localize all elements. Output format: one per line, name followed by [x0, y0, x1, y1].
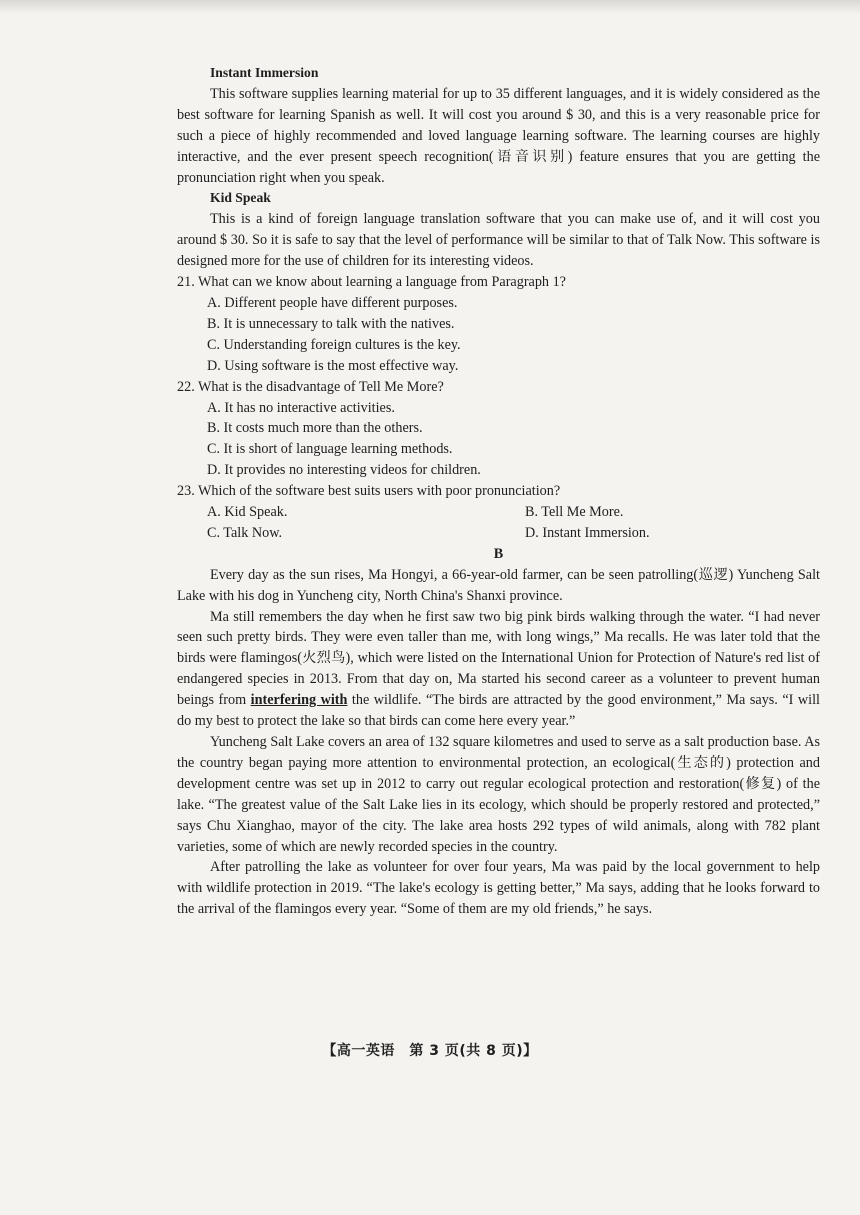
passage-b-paragraph-3: Yuncheng Salt Lake covers an area of 132 square kilometres and used to serve as a salt production base. As the country began paying more attention to environmental protection, an ecological(生态的) protection and development centre was set up in 2012 to carry out regular ecological protection and restoration(修复) of the lake. “The greatest value of the Salt Lake lies in its ecology, which should be properly restored and protected,” says Chu Xianghao, mayor of the city. The lake area hosts 292 types of wild animals, along with 782 plant varieties, some of which are newly recorded species in the country.	[177, 734, 820, 855]
question-stem: 23. Which of the software best suits users with poor pronunciation?	[177, 483, 561, 500]
option-d: D. It provides no interesting videos for children.	[207, 462, 481, 479]
option-d: D. Using software is the most effective way.	[207, 357, 459, 374]
option-a: A. It has no interactive activities.	[207, 399, 395, 416]
option-row-2	[177, 523, 820, 544]
paragraph-2-text-end: the wildlife. “The birds are attracted by the good environment,” Ma says. “I will do my best to protect the lake so that birds can come here every year.”	[177, 692, 820, 730]
question-21	[177, 272, 820, 377]
option-a: A. Kid Speak.	[207, 504, 288, 521]
option-b: B. It is unnecessary to talk with the natives.	[207, 315, 455, 332]
question-23	[177, 481, 820, 544]
option-row-1	[177, 502, 820, 523]
passage-b-paragraph-4: After patrolling the lake as volunteer for over four years, Ma was paid by the local government to help with wildlife protection in 2019. “The lake's ecology is getting better,” Ma says, adding that he looks forward to the arrival of the flamingos every year. “Some of them are my old friends,” he says.	[177, 859, 820, 918]
exam-page-content	[177, 63, 820, 920]
option-b: B. It costs much more than the others.	[207, 420, 423, 437]
option-a: A. Different people have different purposes.	[207, 294, 458, 311]
question-22	[177, 377, 820, 482]
kid-speak-heading: Kid Speak	[210, 190, 271, 206]
option-c: C. Understanding foreign cultures is the key.	[207, 336, 461, 353]
option-c: C. Talk Now.	[207, 524, 283, 541]
passage-b-paragraph-2	[177, 607, 820, 732]
paragraph-2-text-start: Ma still remembers the day when he first saw two big pink birds walking through the water. “I had never seen such pretty birds. They were even taller than me, with long wings,” Ma recalls. He was later told that the birds were flamingos(火烈鸟), which were listed on the International Union for Protection of Nature's red list of endangered species in 2013. From that day on, Ma started his second career as a volunteer to prevent human beings from	[177, 608, 820, 709]
question-stem: 21. What can we know about learning a language from Paragraph 1?	[177, 274, 566, 291]
option-c: C. It is short of language learning methods.	[207, 441, 453, 458]
instant-immersion-paragraph: This software supplies learning material for up to 35 different languages, and it is widely considered as the best software for learning Spanish as well. It will cost you around $ 30, and this is a very reasonable price for such a piece of highly recommended and loved language learning software. The learning courses are highly interactive, and the ever present speech recognition(语音识别) feature ensures that you are getting the pronunciation right when you speak.	[177, 85, 820, 186]
kid-speak-paragraph: This is a kind of foreign language translation software that you can make use of, and it will cost you around $ 30. So it is safe to say that the level of performance will be similar to that of Talk Now. This software is designed more for the use of children for its interesting videos.	[177, 211, 820, 270]
section-b-label: B	[493, 545, 504, 562]
underlined-phrase: interfering with	[250, 692, 348, 709]
passage-b-paragraph-1: Every day as the sun rises, Ma Hongyi, a 66-year-old farmer, can be seen patrolling(巡逻) Yuncheng Salt Lake with his dog in Yuncheng city, North China's Shanxi province.	[177, 566, 820, 604]
option-d: D. Instant Immersion.	[525, 524, 650, 541]
scan-edge-shadow	[0, 0, 860, 14]
instant-immersion-heading: Instant Immersion	[210, 65, 319, 80]
page-footer: 【高一英语 第 3 页(共 8 页)】	[322, 1043, 538, 1059]
option-b: B. Tell Me More.	[525, 504, 624, 521]
question-stem: 22. What is the disadvantage of Tell Me More?	[177, 378, 444, 395]
